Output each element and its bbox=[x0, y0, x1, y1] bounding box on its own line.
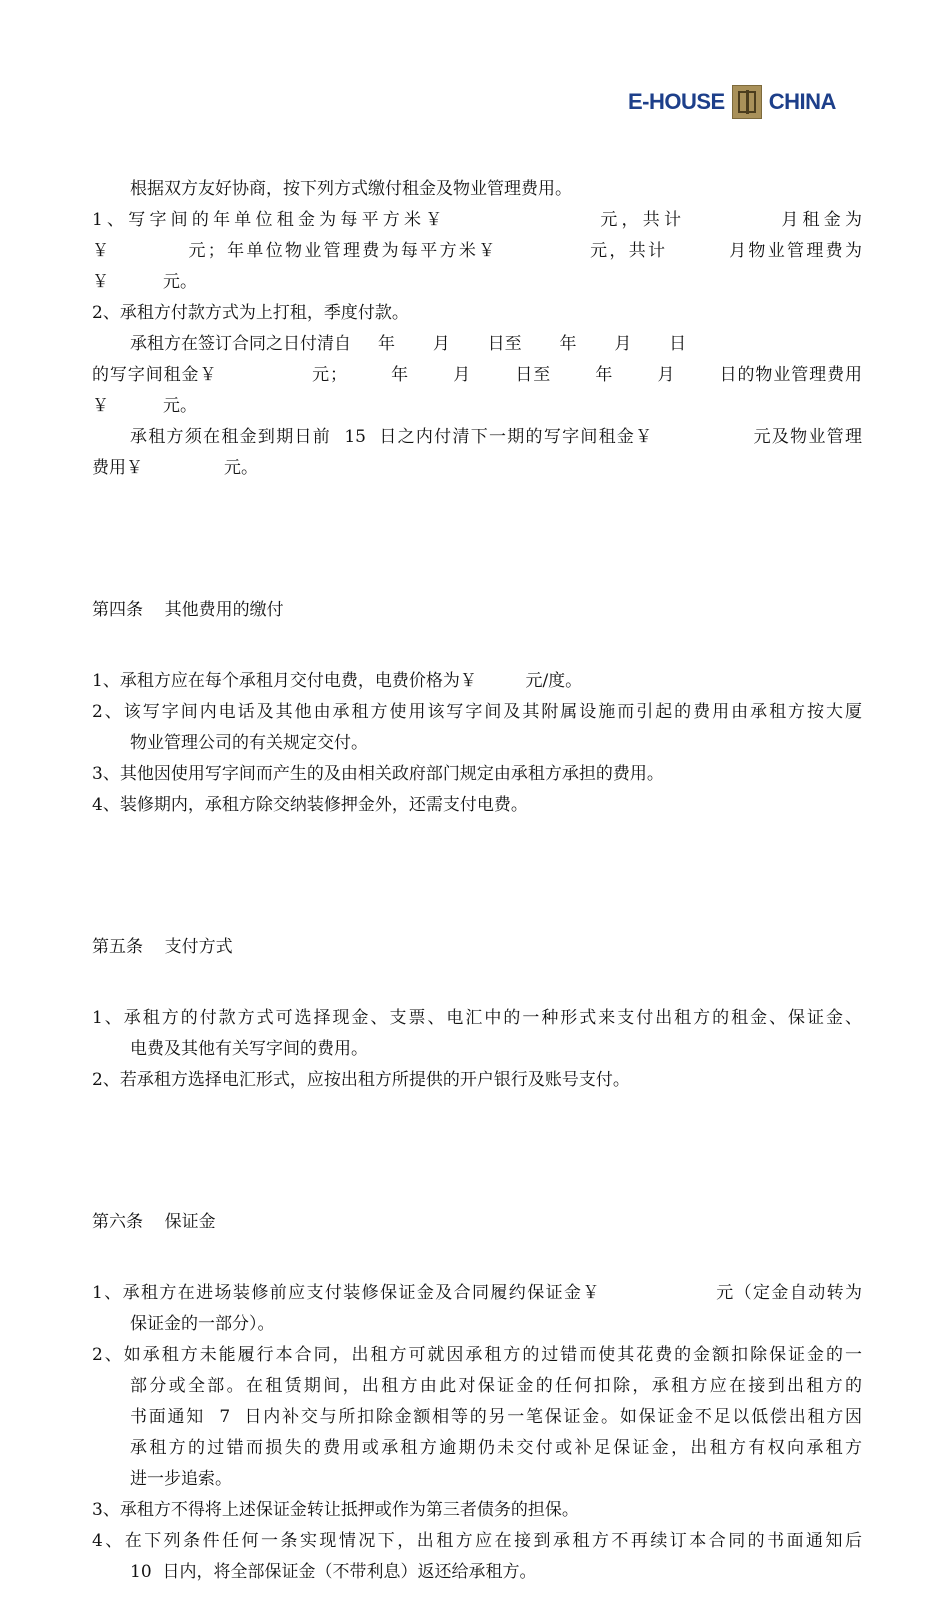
text-line: ￥ 元。 bbox=[92, 272, 198, 292]
text-line: 1、写字间的年单位租金为每平方米￥ 元，共计 月租金为 bbox=[92, 210, 862, 230]
section-6-body bbox=[92, 1278, 862, 1588]
text-line: ￥ 元；年单位物业管理费为每平方米￥ 元，共计 月物业管理费为 bbox=[92, 241, 862, 261]
text-line: 2、如承租方未能履行本合同，出租方可就因承租方的过错而使其花费的金额扣除保证金的一 bbox=[92, 1345, 862, 1365]
text-line: 的写字间租金￥ 元； 年 月 日至 年 月 日的物业管理费用 bbox=[92, 365, 862, 385]
section-5-body bbox=[92, 1003, 862, 1096]
text-line: 2、承租方付款方式为上打租，季度付款。 bbox=[92, 303, 409, 323]
section-5-title: 第五条 支付方式 bbox=[92, 937, 233, 957]
text-line: 保证金的一部分）。 bbox=[130, 1314, 275, 1334]
text-line: 1、承租方的付款方式可选择现金、支票、电汇中的一种形式来支付出租方的租金、保证金、 bbox=[92, 1008, 862, 1028]
text-line: 3、承租方不得将上述保证金转让抵押或作为第三者债务的担保。 bbox=[92, 1500, 579, 1520]
text-line: 2、若承租方选择电汇形式，应按出租方所提供的开户银行及账号支付。 bbox=[92, 1070, 630, 1090]
payment-terms-block bbox=[92, 174, 862, 484]
text-line: 书面通知 7 日内补交与所扣除金额相等的另一笔保证金。如保证金不足以低偿出租方因 bbox=[130, 1407, 862, 1427]
text-line: 1、承租方应在每个承租月交付电费，电费价格为￥ 元/度。 bbox=[92, 671, 583, 691]
text-line: 3、其他因使用写字间而产生的及由相关政府部门规定由承租方承担的费用。 bbox=[92, 764, 664, 784]
text-line: 进一步追索。 bbox=[130, 1469, 232, 1489]
text-line: ￥ 元。 bbox=[92, 396, 198, 416]
logo-text-left: E-HOUSE bbox=[628, 89, 725, 114]
company-logo bbox=[628, 84, 860, 120]
text-line: 根据双方友好协商，按下列方式缴付租金及物业管理费用。 bbox=[130, 179, 572, 199]
section-4-body bbox=[92, 666, 862, 821]
text-line: 物业管理公司的有关规定交付。 bbox=[130, 733, 368, 753]
text-line: 承租方在签订合同之日付清自 年 月 日至 年 月 日 bbox=[130, 334, 687, 354]
text-line: 承租方的过错而损失的费用或承租方逾期仍未交付或补足保证金，出租方有权向承租方 bbox=[130, 1438, 862, 1458]
text-line: 2、该写字间内电话及其他由承租方使用该写字间及其附属设施而引起的费用由承租方按大厦 bbox=[92, 702, 862, 722]
document-body bbox=[92, 134, 862, 1608]
text-line: 费用￥ 元。 bbox=[92, 458, 259, 478]
text-line: 4、在下列条件任何一条实现情况下，出租方应在接到承租方不再续订本合同的书面通知后 bbox=[92, 1531, 862, 1551]
text-line: 部分或全部。在租赁期间，出租方由此对保证金的任何扣除，承租方应在接到出租方的 bbox=[130, 1376, 862, 1396]
text-line: 4、装修期内，承租方除交纳装修押金外，还需支付电费。 bbox=[92, 795, 528, 815]
section-4-title: 第四条 其他费用的缴付 bbox=[92, 600, 284, 620]
text-line: 承租方须在租金到期日前 15 日之内付清下一期的写字间租金￥ 元及物业管理 bbox=[130, 427, 862, 447]
section-6-title: 第六条 保证金 bbox=[92, 1212, 216, 1232]
logo-text-right: CHINA bbox=[768, 89, 836, 114]
text-line: 1、承租方在进场装修前应支付装修保证金及合同履约保证金￥ 元（定金自动转为 bbox=[92, 1283, 862, 1303]
seal-icon bbox=[732, 85, 762, 119]
text-line: 10 日内，将全部保证金（不带利息）返还给承租方。 bbox=[130, 1562, 537, 1582]
text-line: 电费及其他有关写字间的费用。 bbox=[130, 1039, 368, 1059]
